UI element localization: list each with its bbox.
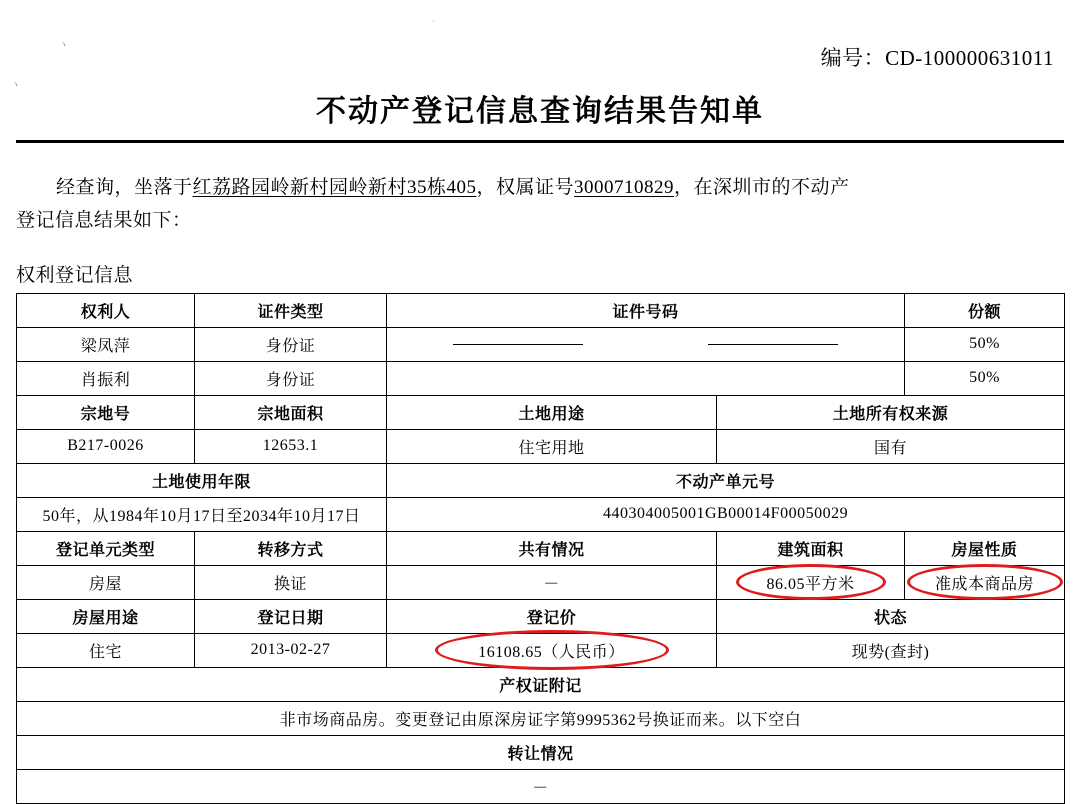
table-row [17,701,1065,735]
cell-transfer-status-value: － [17,769,1065,803]
cell-status-value: 现势(查封) [717,633,1065,667]
page-title: 不动产登记信息查询结果告知单 [316,95,764,128]
cell-reg-date-header: 登记日期 [195,599,387,633]
cell-building-area-header: 建筑面积 [717,531,905,565]
table-row [17,497,1065,531]
title-divider [16,140,1064,143]
intro-suffix: ，在深圳市的不动产 [674,177,850,198]
cell-parcel-area-header: 宗地面积 [195,395,387,429]
table-row [17,599,1065,633]
cell-parcel-no-value: B217-0026 [17,429,195,463]
table-row [17,395,1065,429]
document-number [16,0,1064,72]
cell-share-1: 50% [905,327,1065,361]
redacted-id-line [453,343,583,345]
scan-speck: · [432,16,435,26]
document-number-label: 编号： [820,46,886,70]
document-number-value: CD-100000631011 [885,46,1054,70]
cell-status-header: 状态 [717,599,1065,633]
table-row [17,565,1065,599]
cell-reg-price-value [387,633,717,667]
cell-idnumber-header: 证件号码 [387,293,905,327]
cell-land-ownership-value: 国有 [717,429,1065,463]
cell-unit-number-value: 440304005001GB00014F00050029 [387,497,1065,531]
cell-transfer-status-header: 转让情况 [17,735,1065,769]
cell-transfer-mode-value: 换证 [195,565,387,599]
cell-certificate-notes-value: 非市场商品房。变更登记由原深房证字第9995362号换证而来。以下空白 [17,701,1065,735]
table-row [17,735,1065,769]
intro-mid: ，权属证号 [476,177,575,198]
cell-parcel-no-header: 宗地号 [17,395,195,429]
cell-coownership-header: 共有情况 [387,531,717,565]
cell-share-header: 份额 [905,293,1065,327]
redacted-id-line [708,343,838,345]
cell-transfer-mode-header: 转移方式 [195,531,387,565]
cell-coownership-value: － [387,565,717,599]
reg-price-text: 16108.65（人民币） [478,643,625,661]
table-row [17,667,1065,701]
intro-cert-number: 3000710829 [574,177,675,198]
table-row [17,293,1065,327]
registration-table [16,293,1065,804]
table-row [17,361,1065,395]
cell-parcel-area-value: 12653.1 [195,429,387,463]
cell-idnumber-2 [387,361,905,395]
cell-house-nature-value [905,565,1065,599]
table-row [17,633,1065,667]
intro-paragraph [16,171,1064,238]
building-area-text: 86.05平方米 [766,575,855,593]
scan-speck: ヽ [58,39,69,51]
table-row [17,463,1065,497]
scan-speck: ヽ [10,79,21,91]
cell-building-area-value [717,565,905,599]
cell-owner-header: 权利人 [17,293,195,327]
cell-house-use-header: 房屋用途 [17,599,195,633]
cell-owner-2: 肖振利 [17,361,195,395]
cell-land-term-header: 土地使用年限 [17,463,387,497]
cell-share-2: 50% [905,361,1065,395]
intro-line-two: 登记信息结果如下： [16,210,192,232]
cell-owner-1: 梁凤萍 [17,327,195,361]
cell-idtype-2: 身份证 [195,361,387,395]
cell-land-use-header: 土地用途 [387,395,717,429]
cell-idtype-1: 身份证 [195,327,387,361]
cell-house-use-value: 住宅 [17,633,195,667]
table-row [17,429,1065,463]
intro-prefix: 经查询，坐落于 [56,177,193,198]
cell-certificate-notes-header: 产权证附记 [17,667,1065,701]
cell-land-term-value: 50年，从1984年10月17日至2034年10月17日 [17,497,387,531]
cell-reg-price-header: 登记价 [387,599,717,633]
cell-idnumber-1 [387,327,905,361]
house-nature-text: 准成本商品房 [935,575,1035,593]
cell-reg-date-value: 2013-02-27 [195,633,387,667]
cell-unit-type-value: 房屋 [17,565,195,599]
cell-land-ownership-header: 土地所有权来源 [717,395,1065,429]
cell-unit-number-header: 不动产单元号 [387,463,1065,497]
cell-unit-type-header: 登记单元类型 [17,531,195,565]
table-row [17,531,1065,565]
cell-idtype-header: 证件类型 [195,293,387,327]
intro-address: 红荔路园岭新村园岭新村35栋405 [192,177,477,198]
cell-land-use-value: 住宅用地 [387,429,717,463]
section-title: 权利登记信息 [16,264,134,286]
cell-house-nature-header: 房屋性质 [905,531,1065,565]
table-row [17,327,1065,361]
